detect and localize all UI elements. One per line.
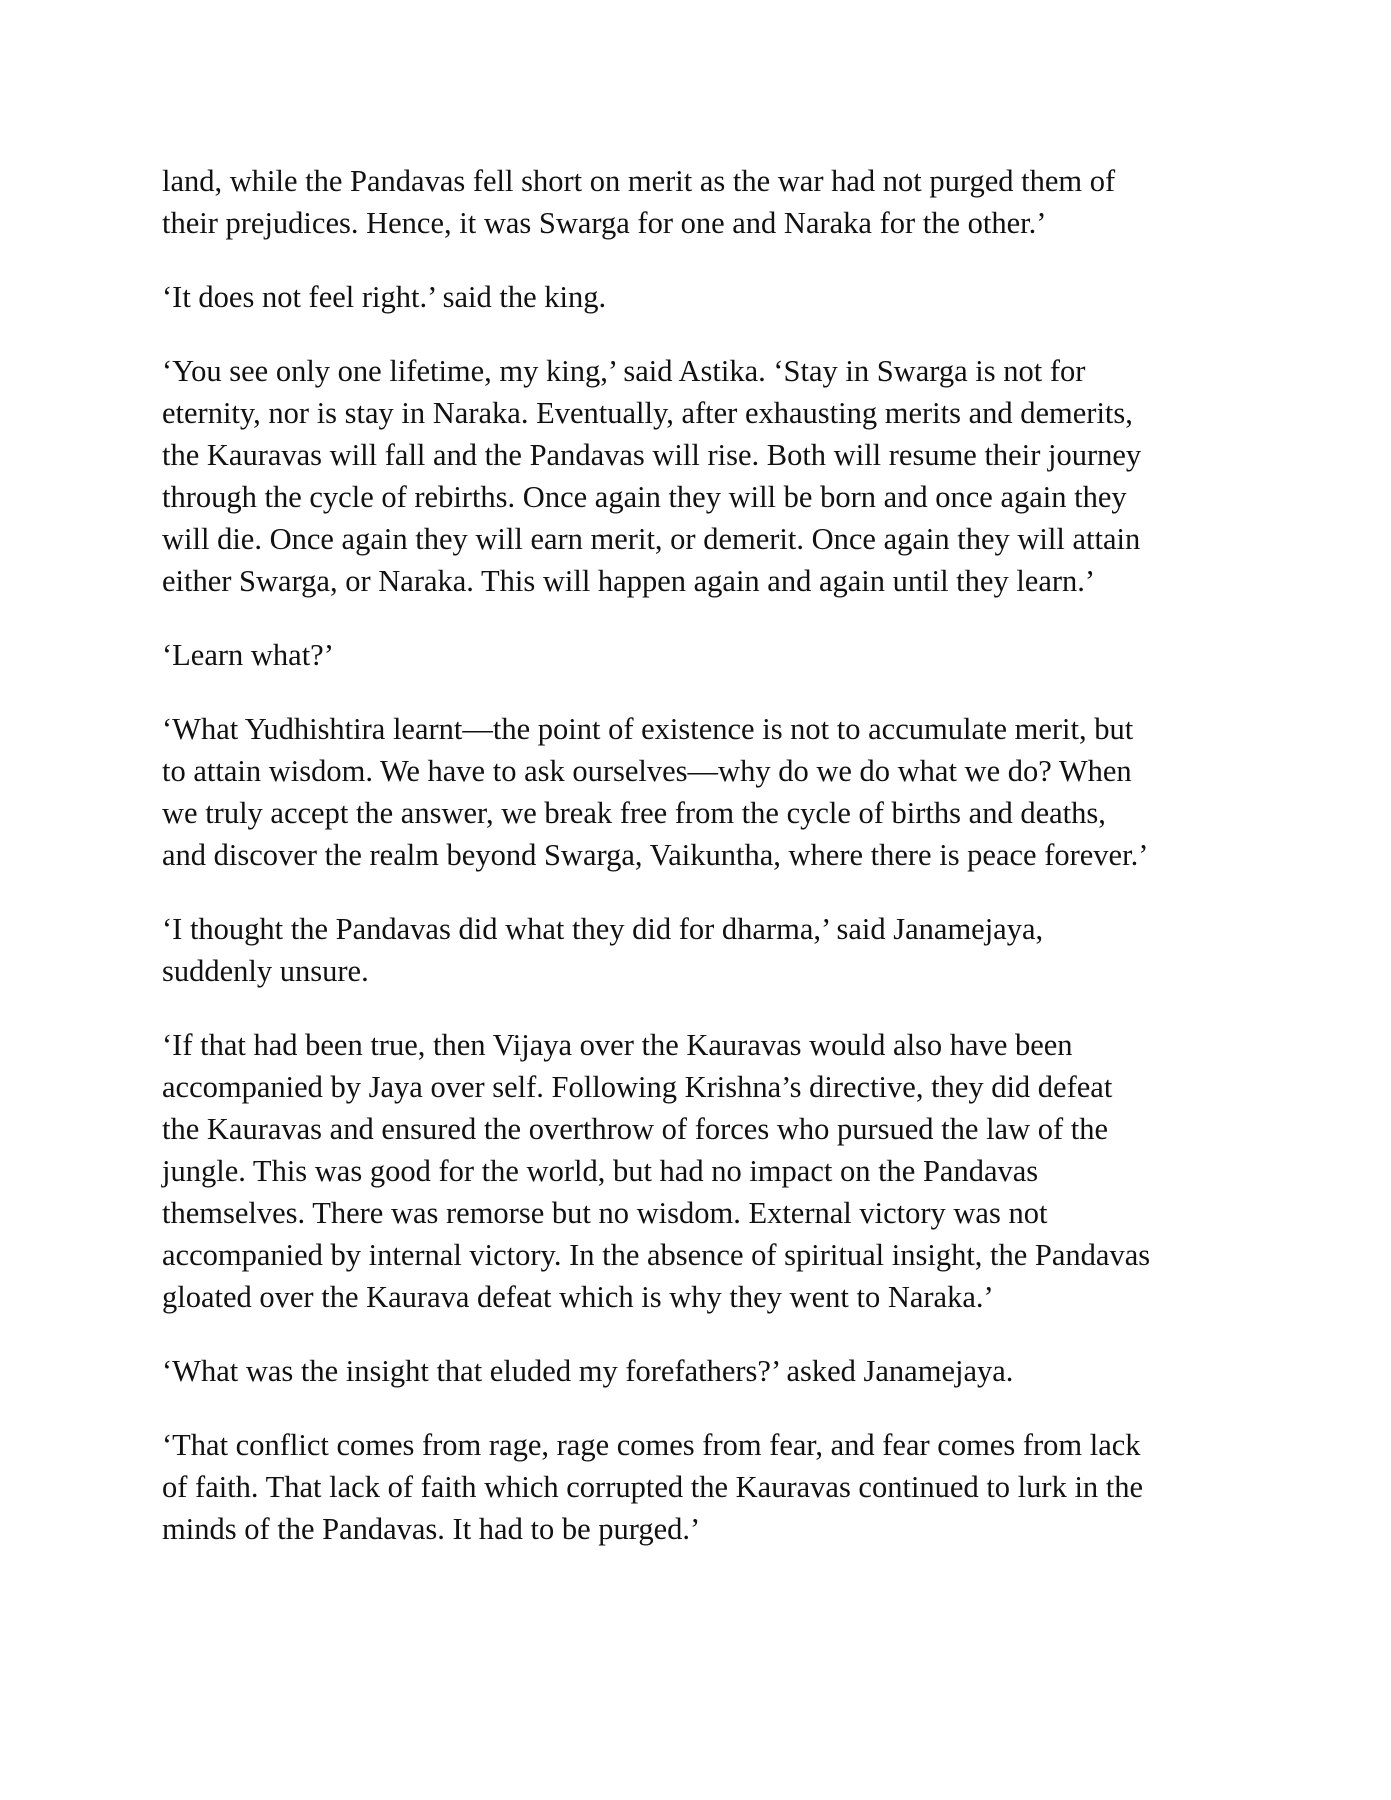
text-line: suddenly unsure. [162,954,369,988]
paragraph [162,276,1242,318]
text-line: through the cycle of rebirths. Once again they will be born and once again they [162,480,1127,514]
text-line: ‘What Yudhishtira learnt—the point of existence is not to accumulate merit, but [162,712,1134,746]
paragraph [162,634,1242,676]
paragraph [162,350,1242,602]
text-line: gloated over the Kaurava defeat which is why they went to Naraka.’ [162,1280,994,1314]
text-line: ‘Learn what?’ [162,638,334,672]
paragraph [162,908,1242,992]
text-line: land, while the Pandavas fell short on merit as the war had not purged them of [162,164,1116,198]
text-line: their prejudices. Hence, it was Swarga for one and Naraka for the other.’ [162,206,1047,240]
text-line: ‘What was the insight that eluded my forefathers?’ asked Janamejaya. [162,1354,1014,1388]
text-line: the Kauravas will fall and the Pandavas will rise. Both will resume their journey [162,438,1142,472]
text-line: ‘That conflict comes from rage, rage comes from fear, and fear comes from lack [162,1428,1141,1462]
text-line: to attain wisdom. We have to ask ourselves—why do we do what we do? When [162,754,1132,788]
paragraph [162,708,1242,876]
text-line: themselves. There was remorse but no wisdom. External victory was not [162,1196,1048,1230]
text-line: jungle. This was good for the world, but had no impact on the Pandavas [162,1154,1039,1188]
text-line: of faith. That lack of faith which corrupted the Kauravas continued to lurk in the [162,1470,1144,1504]
text-line: we truly accept the answer, we break free from the cycle of births and deaths, [162,796,1106,830]
paragraph [162,1424,1242,1550]
text-line: will die. Once again they will earn merit, or demerit. Once again they will attain [162,522,1141,556]
text-line: accompanied by internal victory. In the absence of spiritual insight, the Pandavas [162,1238,1151,1272]
text-line: eternity, nor is stay in Naraka. Eventually, after exhausting merits and demerits, [162,396,1133,430]
text-line: ‘You see only one lifetime, my king,’ said Astika. ‘Stay in Swarga is not for [162,354,1086,388]
text-line: the Kauravas and ensured the overthrow of forces who pursued the law of the [162,1112,1109,1146]
text-line: ‘It does not feel right.’ said the king. [162,280,607,314]
text-line: and discover the realm beyond Swarga, Vaikuntha, where there is peace forever.’ [162,838,1149,872]
page-body [162,160,1242,1582]
text-line: either Swarga, or Naraka. This will happen again and again until they learn.’ [162,564,1096,598]
paragraph [162,1024,1242,1318]
text-line: accompanied by Jaya over self. Following Krishna’s directive, they did defeat [162,1070,1113,1104]
text-line: ‘If that had been true, then Vijaya over the Kauravas would also have been [162,1028,1073,1062]
text-line: ‘I thought the Pandavas did what they did for dharma,’ said Janamejaya, [162,912,1044,946]
paragraph [162,160,1242,244]
paragraph [162,1350,1242,1392]
text-line: minds of the Pandavas. It had to be purged.’ [162,1512,701,1546]
